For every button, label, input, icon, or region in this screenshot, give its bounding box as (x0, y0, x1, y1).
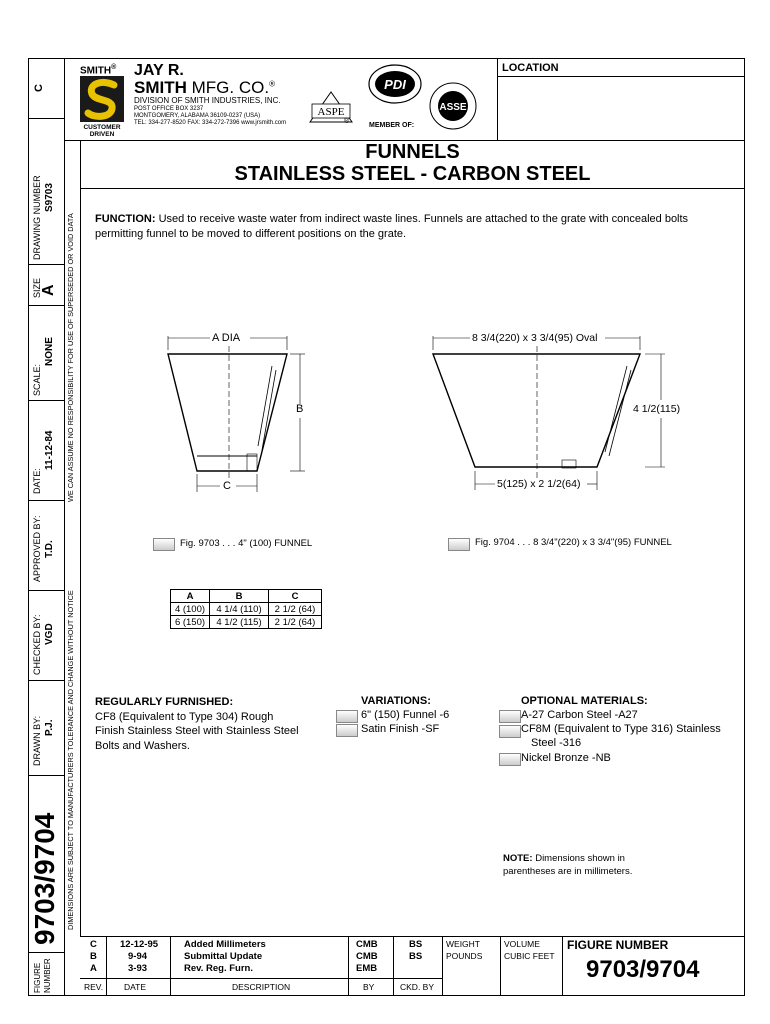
rev-column: C B A (90, 939, 97, 974)
oval-top-label: 8 3/4(220) x 3 3/4(95) Oval (472, 332, 598, 344)
drawn-label: DRAWN BY: (32, 715, 42, 766)
division: DIVISION OF SMITH INDUSTRIES, INC. (134, 96, 281, 105)
drawn-value: P.J. (44, 719, 55, 736)
responsibility-note: WE CAN ASSUME NO RESPONSIBILITY FOR USE OF SUPERSEDED OR VOID DATA (66, 213, 75, 502)
table-row: 6 (150) 4 1/2 (115) 2 1/2 (64) (171, 616, 322, 629)
revision-letter: C (33, 84, 45, 92)
title-line2: STAINLESS STEEL - CARBON STEEL (234, 163, 591, 185)
po-box: POST OFFICE BOX 3237 (134, 106, 204, 112)
oval-bottom-label: 5(125) x 2 1/2(64) (497, 478, 581, 490)
figure-9704-caption: Fig. 9704 . . . 8 3/4"(220) x 3 3/4"(95) FUNNEL (475, 537, 672, 548)
size-label: SIZE (32, 277, 42, 298)
aspe-text: ASPE (317, 106, 345, 118)
millimeter-note: NOTE: Dimensions shown in parentheses are in millimeters. (503, 853, 633, 877)
city: MONTGOMERY, ALABAMA 36109-0237 (USA) (134, 113, 261, 119)
optional-materials-title: OPTIONAL MATERIALS: (521, 695, 648, 707)
table-header: A (171, 590, 210, 603)
company-name-line2: SMITH MFG. CO.® (134, 78, 275, 97)
number-label: NUMBER (43, 958, 52, 993)
weight-cell: WEIGHT POUNDS (446, 939, 483, 961)
ckd-header: CKD. BY (400, 982, 435, 992)
scale-label: SCALE: (32, 363, 42, 396)
fig1-marker (153, 538, 175, 551)
a-dia-label: A DIA (212, 332, 241, 344)
note-strip-border (80, 140, 81, 936)
asse-logo-icon (424, 80, 482, 132)
company-name-line1: JAY R. (134, 62, 184, 79)
figure-number-value: 9703/9704 (586, 956, 700, 983)
variation-checkbox[interactable] (336, 710, 358, 723)
aspe-registered: ® (344, 118, 350, 125)
size-value: A (40, 284, 57, 296)
title-line1: FUNNELS (365, 141, 460, 163)
tagline: CUSTOMER DRIVEN (83, 124, 121, 138)
fig2-marker (448, 538, 470, 551)
pdi-text: PDI (384, 77, 406, 92)
description-column: Added Millimeters Submittal Update Rev. Reg. Furn. (184, 939, 266, 974)
option-item-cont: Steel -316 (531, 737, 582, 749)
checked-value: VGD (44, 623, 55, 645)
scale-value: NONE (44, 337, 55, 366)
date-column: 12-12-95 9-94 3-93 (120, 939, 159, 974)
table-row: 4 (100) 4 1/4 (110) 2 1/2 (64) (171, 603, 322, 616)
figure-number-label: FIGURE NUMBER (567, 938, 669, 952)
checked-label: CHECKED BY: (32, 614, 42, 675)
strip-border (64, 58, 65, 996)
figure-9703-caption: Fig. 9703 . . . 4" (100) FUNNEL (180, 538, 313, 549)
option-checkbox[interactable] (499, 725, 521, 738)
table-header: B (210, 590, 269, 603)
rev-header: REV. (84, 982, 104, 992)
date-header: DATE (124, 982, 147, 992)
date-label: DATE: (32, 468, 42, 494)
asse-text: ASSE (439, 102, 467, 113)
height-label: 4 1/2(115) (633, 403, 681, 415)
variation-checkbox[interactable] (336, 724, 358, 737)
approved-value: T.D. (44, 540, 55, 558)
tolerance-note: DIMENSIONS ARE SUBJECT TO MANUFACTURERS TOLERANCE AND CHANGE WITHOUT NOTICE (66, 590, 75, 930)
option-checkbox[interactable] (499, 753, 521, 766)
option-item: A-27 Carbon Steel -A27 (521, 709, 638, 721)
table-header: C (269, 590, 322, 603)
b-label: B (296, 403, 304, 415)
volume-cell: VOLUME CUBIC FEET (504, 939, 555, 961)
pdi-logo-icon (366, 62, 424, 108)
contact: TEL: 334-277-8520 FAX: 334-272-7396 www.jrsmith.com (134, 120, 287, 126)
approved-label: APPROVED BY: (32, 515, 42, 582)
dimension-table (170, 589, 322, 629)
option-checkbox[interactable] (499, 710, 521, 723)
option-item: CF8M (Equivalent to Type 316) Stainless (521, 723, 721, 735)
member-of: MEMBER OF: (369, 122, 415, 129)
option-item: Nickel Bronze -NB (521, 752, 611, 764)
by-column: CMB CMB EMB (356, 939, 378, 974)
drawing-number: S9703 (44, 183, 55, 212)
variation-item: 6" (150) Funnel -6 (361, 709, 450, 721)
regularly-furnished: REGULARLY FURNISHED: CF8 (Equivalent to Type 304) Rough Finish Stainless Steel with Stainless Steel Bolts and Washers. (95, 696, 299, 752)
drawing-frame (28, 58, 745, 996)
by-header: BY (363, 982, 375, 992)
variation-item: Satin Finish -SF (361, 723, 440, 735)
figure-label: FIGURE (33, 962, 42, 993)
drawing-number-label: DRAWING NUMBER (32, 175, 42, 260)
date-value: 11-12-84 (44, 430, 55, 470)
big-figure-number: 9703/9704 (29, 812, 60, 945)
function-description: FUNCTION: Used to receive waste water from indirect waste lines. Funnels are attached to the grate with concealed bolts permitting funnel to be moved to different positions on the grate. (95, 213, 689, 240)
brand-small: SMITH® (80, 64, 117, 77)
description-header: DESCRIPTION (232, 982, 291, 992)
variations-title: VARIATIONS: (361, 695, 431, 707)
location-label: LOCATION (502, 62, 559, 74)
c-label: C (223, 480, 231, 492)
smith-logo-icon (80, 76, 124, 122)
ckd-column: BS BS (409, 939, 423, 962)
